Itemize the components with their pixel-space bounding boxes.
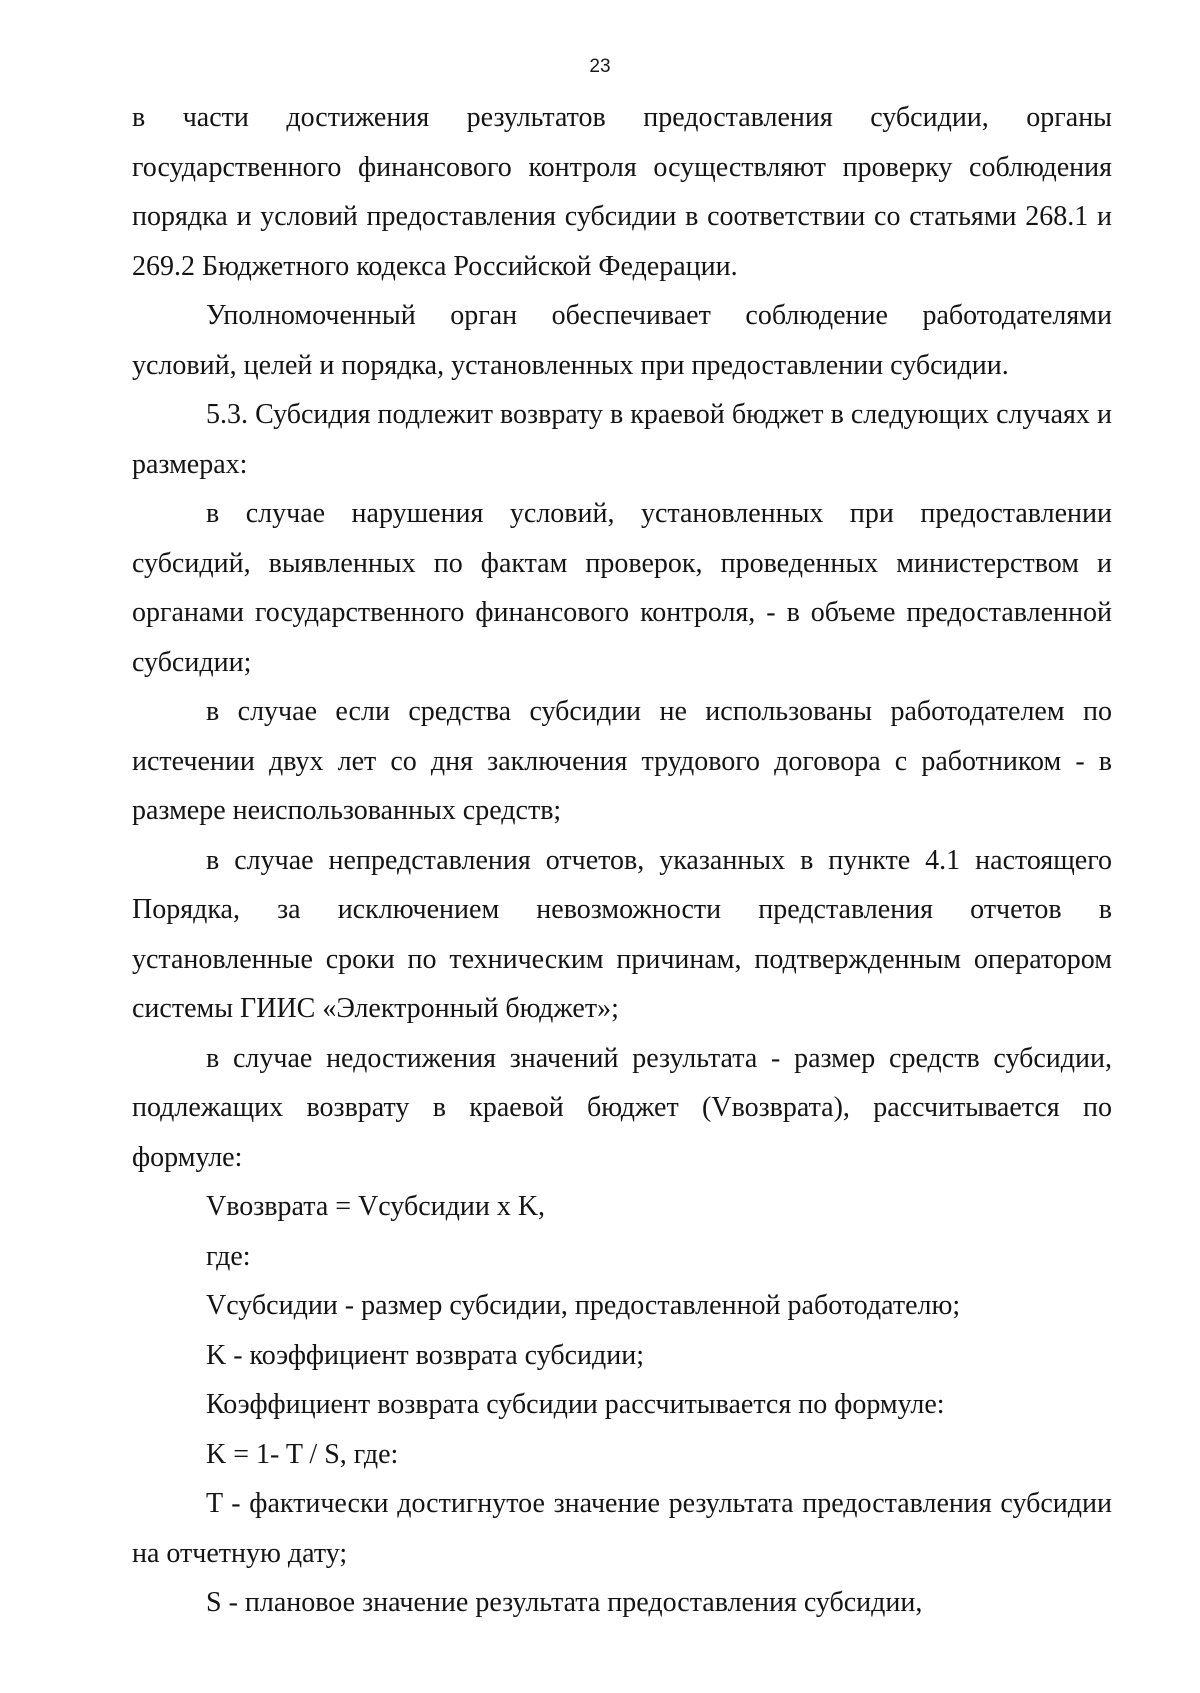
definition-t: T - фактически достигнутое значение результата предоставления субсидии на отчетную дату; [132,1488,1112,1569]
document-body [132,93,1112,1628]
definition-k: K - коэффициент возврата субсидии; [206,1339,645,1371]
paragraph-authorized-body: Уполномоченный орган обеспечивает соблюдение работодателями условий, целей и порядка, установленных при предоставлении субсидии. [132,300,1112,381]
formula-v-return: Vвозврата = Vсубсидии x K, [206,1191,546,1222]
page-number: 23 [589,56,611,77]
definition-s: S - плановое значение результата предоставления субсидии, [206,1587,923,1618]
paragraph-case-violation: в случае нарушения условий, установленных при предоставлении субсидий, выявленных по фактам проверок, проведенных министерством и органами государственного финансового контроля, - в объеме предоставленной субсидии; [132,498,1112,678]
paragraph-k-formula-intro: Коэффициент возврата субсидии рассчитывается по формуле: [206,1389,945,1420]
formula-where: где: [206,1240,251,1272]
paragraph-control-bodies: в части достижения результатов предоставления субсидии, органы государственного финансового контроля осуществляют проверку соблюдения порядка и условий предоставления субсидии в соответствии со статьями 268.1 и 269.2 Бюджетного кодекса Российской Федерации. [132,102,1112,282]
paragraph-section-5-3: 5.3. Субсидия подлежит возврату в краевой бюджет в следующих случаях и размерах: [132,399,1112,480]
paragraph-case-unused-funds: в случае если средства субсидии не использованы работодателем по истечении двух лет со дня заключения трудового договора с работником - в размере неиспользованных средств; [132,696,1112,826]
formula-k: K = 1- T / S, где: [206,1438,399,1470]
definition-v-subsidy: Vсубсидии - размер субсидии, предоставленной работодателю; [206,1290,961,1321]
paragraph-case-no-reports: в случае непредставления отчетов, указанных в пункте 4.1 настоящего Порядка, за исключением невозможности представления отчетов в установленные сроки по техническим причинам, подтвержденным оператором системы ГИИС «Электронный бюджет»; [132,844,1112,1024]
paragraph-case-not-achieved: в случае недостижения значений результата - размер средств субсидии, подлежащих возврату в краевой бюджет (Vвозврата), рассчитывается по формуле: [132,1042,1112,1173]
